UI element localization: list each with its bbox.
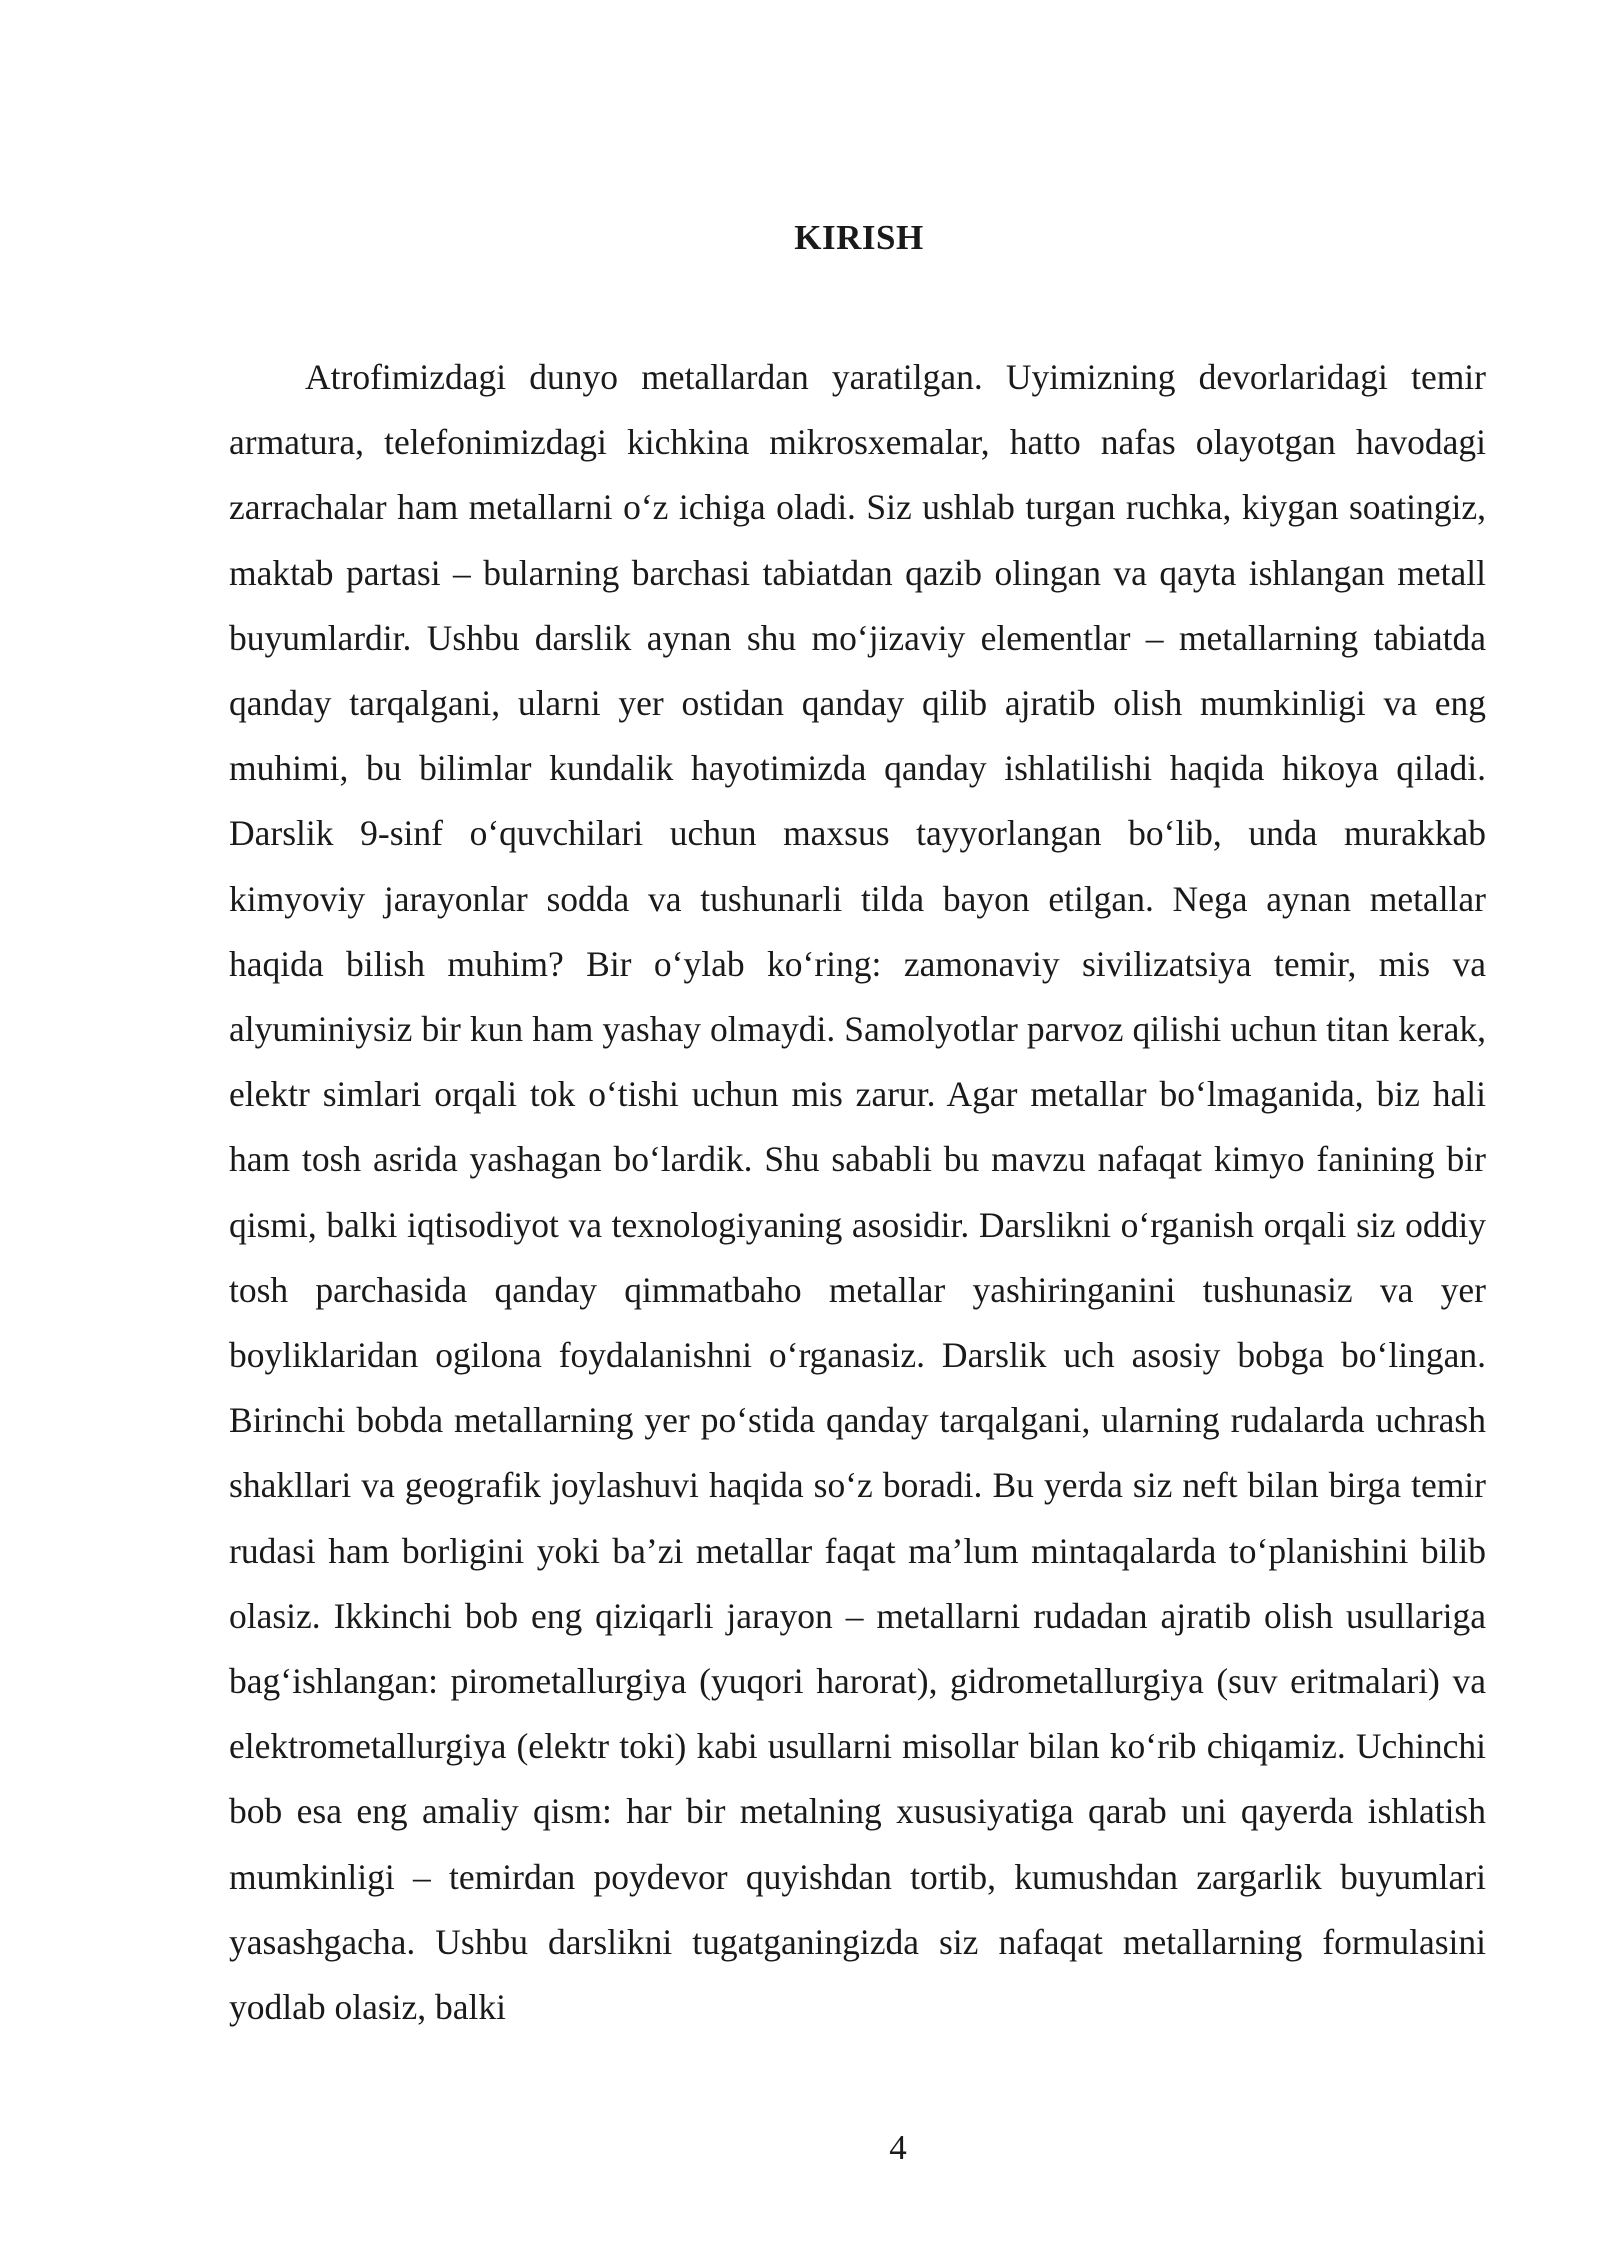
page-number: 4 (889, 2128, 907, 2167)
body-paragraph: Atrofimizdagi dunyo metallardan yaratilgan. Uyimizning devorlaridagi temir armatura, telefonimizdagi kichkina mikrosxemalar, hatto nafas olayotgan havodagi zarrachalar ham metallarni o‘z ichiga oladi. Siz ushlab turgan ruchka, kiygan soatingiz, maktab partasi – bularning barchasi tabiatdan qazib olingan va qayta ishlangan metall buyumlardir. Ushbu darslik aynan shu mo‘jizaviy elementlar – metallarning tabiatda qanday tarqalgani, ularni yer ostidan qanday qilib ajratib olish mumkinligi va eng muhimi, bu bilimlar kundalik hayotimizda qanday ishlatilishi haqida hikoya qiladi. Darslik 9-sinf o‘quvchilari uchun maxsus tayyorlangan bo‘lib, unda murakkab kimyoviy jarayonlar sodda va tushunarli tilda bayon etilgan. Nega aynan metallar haqida bilish muhim? Bir o‘ylab ko‘ring: zamonaviy sivilizatsiya temir, mis va alyuminiysiz bir kun ham yashay olmaydi. Samolyotlar parvoz qilishi uchun titan kerak, elektr simlari orqali tok o‘tishi uchun mis zarur. Agar metallar bo‘lmaganida, biz hali ham tosh asrida yashagan bo‘lardik. Shu sababli bu mavzu nafaqat kimyo fanining bir qismi, balki iqtisodiyot va texnologiyaning asosidir. Darslikni o‘rganish orqali siz oddiy tosh parchasida qanday qimmatbaho metallar yashiringanini tushunasiz va yer boyliklaridan ogilona foydalanishni o‘rganasiz. Darslik uch asosiy bobga bo‘lingan. Birinchi bobda metallarning yer po‘stida qanday tarqalgani, ularning rudalarda uchrash shakllari va geografik joylashuvi haqida so‘z boradi. Bu yerda siz neft bilan birga temir rudasi ham borligini yoki ba’zi metallar faqat ma’lum mintaqalarda to‘planishini bilib olasiz. Ikkinchi bob eng qiziqarli jarayon – metallarni rudadan ajratib olish usullariga bag‘ishlangan: pirometallurgiya (yuqori harorat), gidrometallurgiya (suv eritmalari) va elektrometallurgiya (elektr toki) kabi usullarni misollar bilan ko‘rib chiqamiz. Uchinchi bob esa eng amaliy qism: har bir metalning xususiyatiga qarab uni qayerda ishlatish mumkinligi – temirdan poydevor quyishdan tortib, kumushdan zargarlik buyumlari yasashgacha. Ushbu darslikni tugatganingizda siz nafaqat metallarning formulasini yodlab olasiz, balki (229, 357, 1486, 2028)
section-heading: KIRISH (794, 218, 924, 257)
